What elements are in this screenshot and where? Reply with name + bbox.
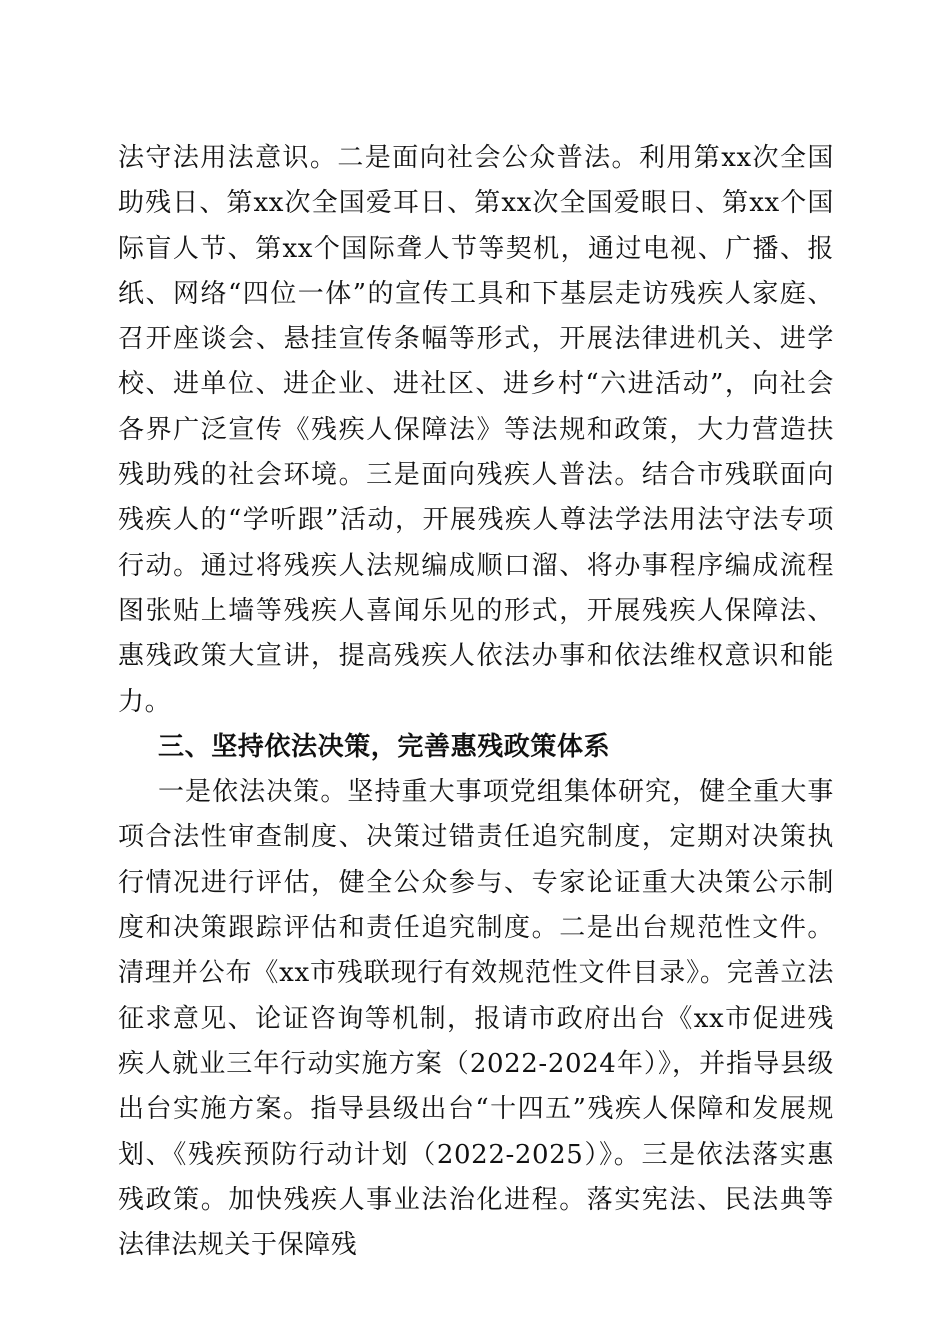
body-paragraph-2: 一是依法决策。坚持重大事项党组集体研究，健全重大事项合法性审查制度、决策过错责任追究制度，定期对决策执行情况进行评估，健全公众参与、专家论证重大决策公示制度和决策跟踪评估和责任追究制度。二是出台规范性文件。清理并公布《xx市残联现行有效规范性文件目录》。完善立法征求意见、论证咨询等机制，报请市政府出台《xx市促进残疾人就业三年行动实施方案（2022-2024年）》，并指导县级出台实施方案。指导县级出台“十四五”残疾人保障和发展规划、《残疾预防行动计划（2022-2025）》。三是依法落实惠残政策。加快残疾人事业法治化进程。落实宪法、民法典等法律法规关于保障残 bbox=[118, 777, 834, 1261]
section-heading-3: 三、坚持依法决策，完善惠残政策体系 bbox=[158, 731, 611, 762]
document-body bbox=[118, 136, 834, 1268]
body-paragraph-1: 法守法用法意识。二是面向社会公众普法。利用第xx次全国助残日、第xx次全国爱耳日、第xx次全国爱眼日、第xx个国际盲人节、第xx个国际聋人节等契机，通过电视、广播、报纸、网络“四位一体”的宣传工具和下基层走访残疾人家庭、召开座谈会、悬挂宣传条幅等形式，开展法律进机关、进学校、进单位、进企业、进社区、进乡村“六进活动”，向社会各界广泛宣传《残疾人保障法》等法规和政策，大力营造扶残助残的社会环境。三是面向残疾人普法。结合市残联面向残疾人的“学听跟”活动，开展残疾人尊法学法用法守法专项行动。通过将残疾人法规编成顺口溜、将办事程序编成流程图张贴上墙等残疾人喜闻乐见的形式，开展残疾人保障法、惠残政策大宣讲，提高残疾人依法办事和依法维权意识和能力。 bbox=[118, 143, 834, 717]
